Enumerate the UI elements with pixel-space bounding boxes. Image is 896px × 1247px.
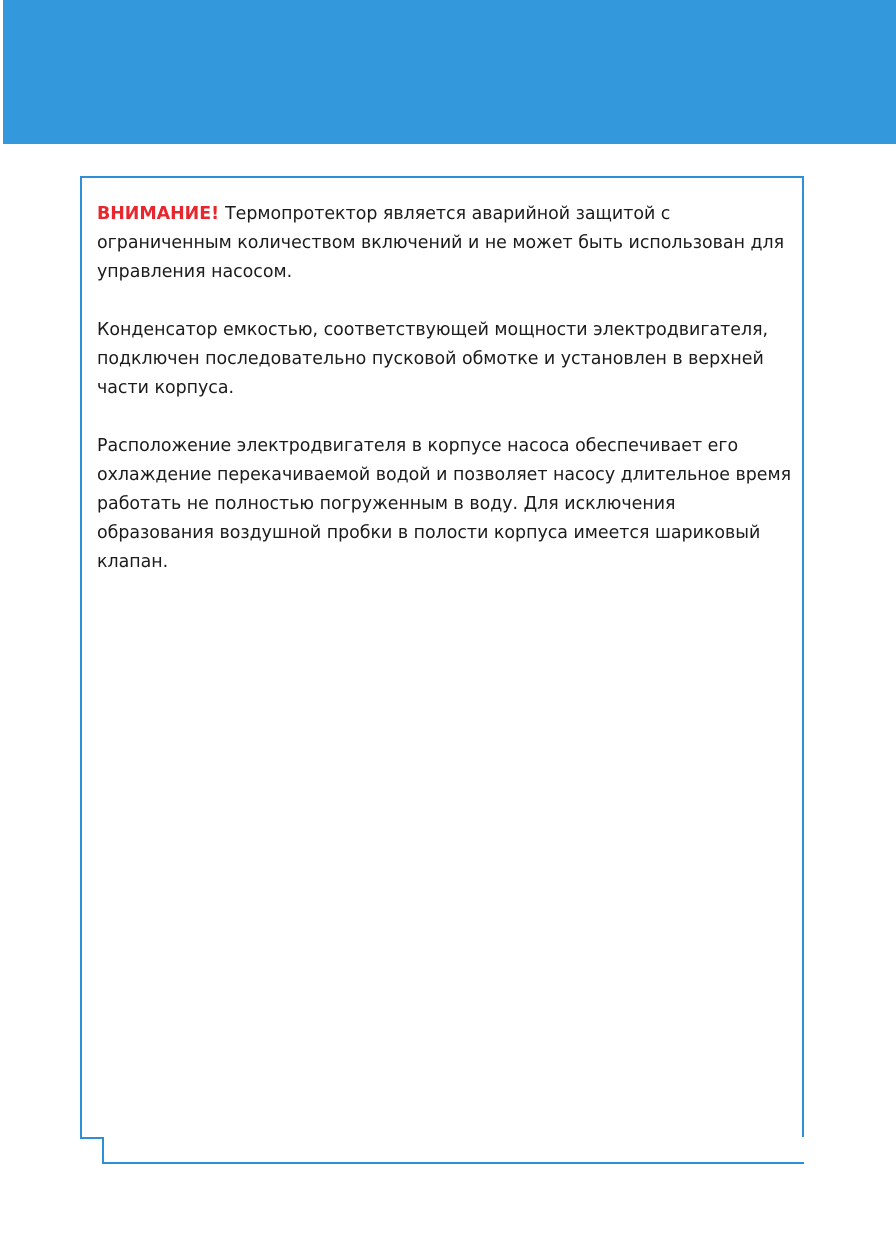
header-banner — [3, 0, 896, 144]
document-body — [97, 200, 797, 606]
warning-label: ВНИМАНИЕ! — [97, 204, 220, 224]
capacitor-paragraph: Конденсатор емкостью, соответствующей мощности электродвигателя, подключен последовательно пусковой обмотке и установлен в верхней части корпуса. — [97, 320, 769, 398]
frame-step-horizontal — [80, 1137, 104, 1139]
warning-text: Термопротектор является аварийной защитой с ограниченным количеством включений и не может быть использован для управления насосом. — [97, 204, 785, 282]
motor-location-paragraph: Расположение электродвигателя в корпусе насоса обеспечивает его охлаждение перекачиваемой водой и позволяет насосу длительное время работать не полностью погруженным в воду. Для исключения образования воздушной пробки в полости корпуса имеется шариковый клапан. — [97, 436, 792, 572]
frame-step-vertical — [102, 1137, 104, 1164]
frame-bottom-line — [102, 1162, 804, 1164]
warning-paragraph — [97, 200, 797, 287]
